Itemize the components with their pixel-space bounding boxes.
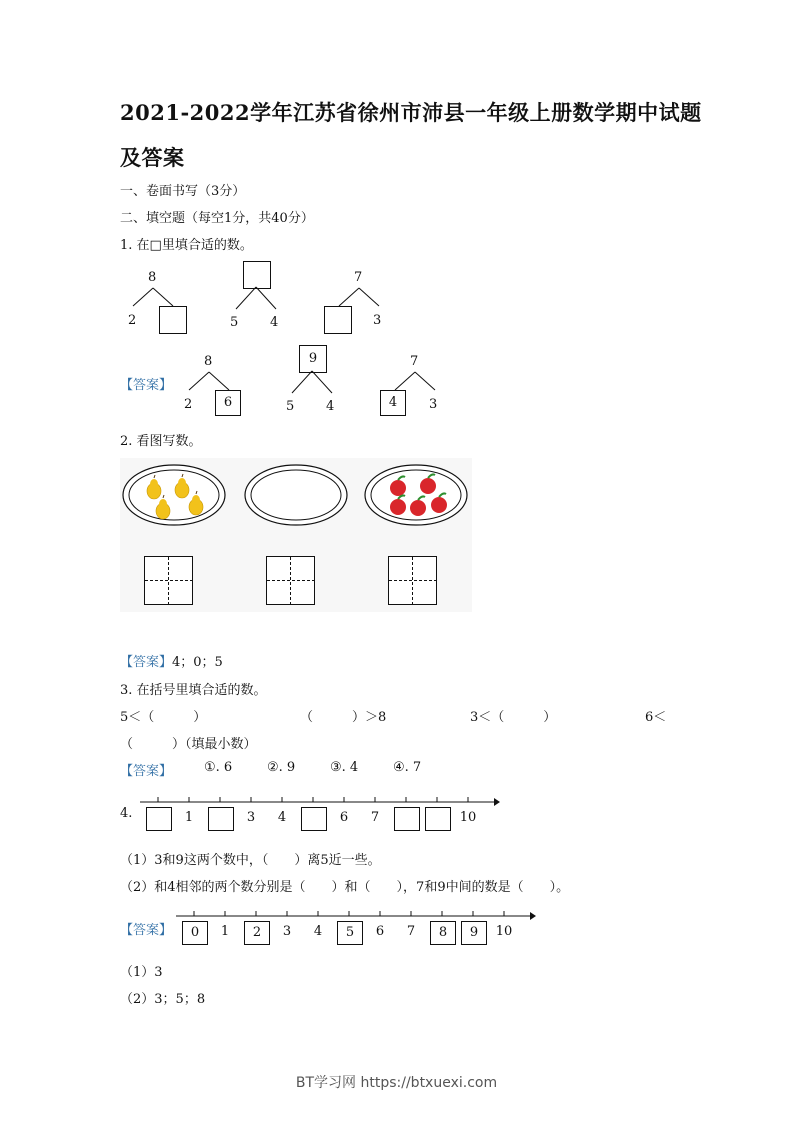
tree-right-number: 3 bbox=[429, 397, 438, 412]
plate-pears bbox=[120, 462, 230, 528]
number-line-box: 8 bbox=[430, 921, 456, 945]
tree-right-number: 3 bbox=[373, 313, 382, 328]
question-3-prompt: 3. 在括号里填合适的数。 bbox=[120, 683, 267, 698]
answer-label: 【答案】 bbox=[120, 764, 173, 779]
question-4-answer-1: （1）3 bbox=[120, 965, 163, 980]
blank-1: 5＜（ ） bbox=[120, 710, 207, 725]
number-line-label: 7 bbox=[406, 924, 416, 939]
writing-grid-1[interactable] bbox=[144, 556, 194, 606]
answer-item: ②. 9 bbox=[267, 760, 296, 775]
tree-right-number: 4 bbox=[270, 315, 279, 330]
tree-top-number: 8 bbox=[204, 354, 213, 369]
tree-left-number: 2 bbox=[184, 397, 193, 412]
number-line-box[interactable] bbox=[208, 807, 234, 831]
question-1-prompt: 1. 在□里填合适的数。 bbox=[120, 238, 253, 253]
answer-box[interactable] bbox=[159, 306, 187, 334]
tree-left-number: 5 bbox=[286, 399, 295, 414]
answer-item: ③. 4 bbox=[330, 760, 359, 775]
number-line-label: 1 bbox=[220, 924, 230, 939]
plate-empty bbox=[242, 462, 352, 528]
number-line-label: 3 bbox=[246, 810, 256, 825]
answer-label: 【答案】 bbox=[120, 378, 173, 393]
number-line-label: 10 bbox=[459, 810, 477, 825]
number-line-label: 4 bbox=[277, 810, 287, 825]
filled-answer-box: 6 bbox=[215, 390, 241, 416]
tree-left-number: 2 bbox=[128, 313, 137, 328]
blank-3: 3＜（ ） bbox=[470, 710, 557, 725]
number-line-box[interactable] bbox=[146, 807, 172, 831]
footer-watermark: BT学习网 https://btxuexi.com bbox=[295, 1075, 498, 1091]
answer-box[interactable] bbox=[243, 261, 271, 289]
question-2-prompt: 2. 看图写数。 bbox=[120, 434, 202, 449]
section-heading-2: 二、填空题（每空1分，共40分） bbox=[120, 211, 314, 226]
question-2-answer bbox=[120, 651, 223, 670]
tree-right-number: 4 bbox=[326, 399, 335, 414]
answer-label: 【答案】 bbox=[120, 923, 173, 938]
number-line-label: 1 bbox=[184, 810, 194, 825]
question-4-sub-2: （2）和4相邻的两个数分别是（ ）和（ ），7和9中间的数是（ ）。 bbox=[120, 880, 570, 895]
number-line-label: 6 bbox=[339, 810, 349, 825]
answer-box[interactable] bbox=[324, 306, 352, 334]
number-line-box[interactable] bbox=[425, 807, 451, 831]
answer-label: 【答案】 bbox=[120, 655, 173, 670]
writing-grid-2[interactable] bbox=[266, 556, 316, 606]
tree-left-number: 5 bbox=[230, 315, 239, 330]
answer-item: ①. 6 bbox=[204, 760, 233, 775]
number-line-label: 7 bbox=[370, 810, 380, 825]
number-line-box[interactable] bbox=[301, 807, 327, 831]
tree-top-number: 8 bbox=[148, 270, 157, 285]
number-line-box: 9 bbox=[461, 921, 487, 945]
answer-item: ④. 7 bbox=[393, 760, 422, 775]
plate-apples bbox=[362, 462, 472, 528]
filled-answer-box: 4 bbox=[380, 390, 406, 416]
question-3-answer bbox=[120, 760, 172, 779]
number-line-label: 3 bbox=[282, 924, 292, 939]
tree-top-number: 7 bbox=[354, 270, 363, 285]
number-line-label: 4 bbox=[313, 924, 323, 939]
number-line-label: 10 bbox=[495, 924, 513, 939]
question-4-sub-1: （1）3和9这两个数中，（ ）离5近一些。 bbox=[120, 853, 381, 868]
filled-answer-box: 9 bbox=[299, 345, 327, 373]
number-line-box: 5 bbox=[337, 921, 363, 945]
section-heading-1: 一、卷面书写（3分） bbox=[120, 184, 246, 199]
blank-4-continued: （ ）（填最小数） bbox=[120, 737, 257, 752]
question-4-answer bbox=[120, 919, 172, 938]
tree-branches bbox=[233, 287, 293, 327]
page-title-continued: 及答案 bbox=[120, 145, 185, 170]
number-line-box: 0 bbox=[182, 921, 208, 945]
number-line-label: 6 bbox=[375, 924, 385, 939]
blank-2: （ ）＞8 bbox=[300, 710, 387, 725]
question-4-answer-2: （2）3；5；8 bbox=[120, 992, 206, 1007]
tree-branches bbox=[289, 371, 349, 411]
blank-4: 6＜ bbox=[645, 710, 667, 725]
answer-text: 4；0；5 bbox=[172, 655, 223, 670]
tree-top-number: 7 bbox=[410, 354, 419, 369]
question-4-label: 4. bbox=[120, 806, 133, 821]
writing-grid-3[interactable] bbox=[388, 556, 438, 606]
number-line-box: 2 bbox=[244, 921, 270, 945]
number-line-box[interactable] bbox=[394, 807, 420, 831]
page-title: 2021-2022学年江苏省徐州市沛县一年级上册数学期中试题 bbox=[120, 100, 702, 125]
